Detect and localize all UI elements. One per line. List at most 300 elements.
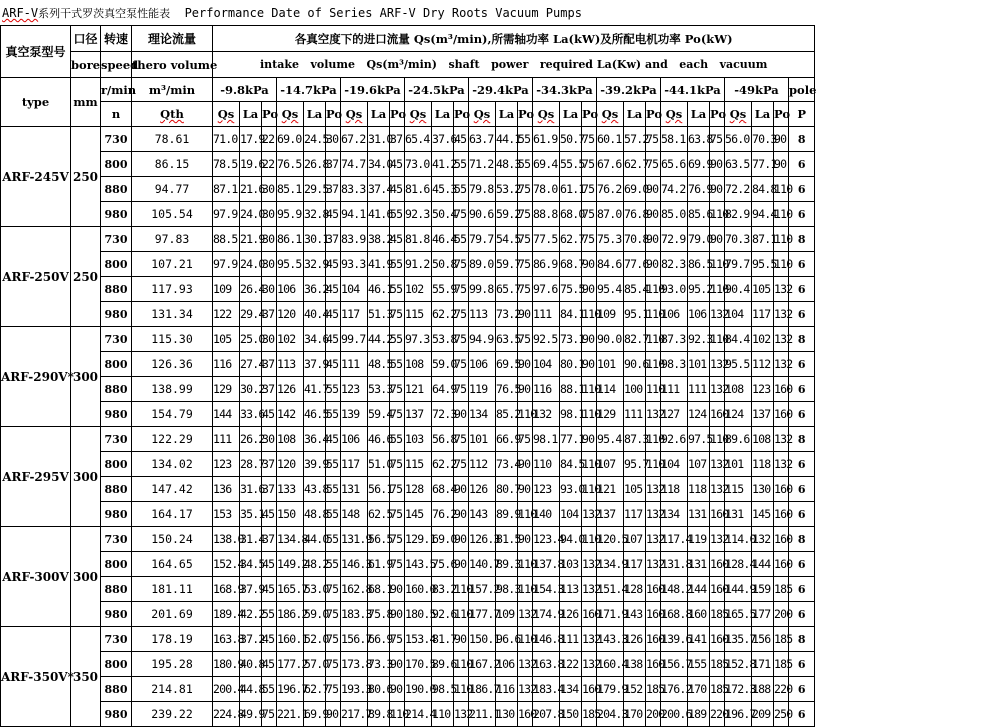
la-cell: 59.2 (496, 202, 518, 227)
po-cell: 90 (390, 602, 405, 627)
po-cell: 110 (582, 527, 597, 552)
la-cell: 57.0 (304, 652, 326, 677)
la-cell: 48.3 (496, 152, 518, 177)
la-cell: 40.4 (304, 302, 326, 327)
qs-cell: 200.4 (213, 677, 240, 702)
header-qs: Qs (469, 102, 496, 127)
po-cell: 110 (582, 302, 597, 327)
la-cell: 56.8 (432, 427, 454, 452)
la-cell: 126 (560, 602, 582, 627)
po-cell: 132 (710, 352, 725, 377)
po-cell: 75 (390, 477, 405, 502)
po-cell: 132 (454, 702, 469, 727)
po-cell: 90 (518, 452, 533, 477)
header-m3min: m³/min (132, 78, 213, 102)
speed-cell: 800 (101, 452, 132, 477)
la-cell: 90.6 (624, 352, 646, 377)
po-cell: 160 (774, 477, 789, 502)
po-cell: 75 (390, 502, 405, 527)
pole-cell: 8 (789, 127, 815, 152)
qs-cell: 108 (405, 352, 432, 377)
qs-cell: 73.0 (405, 152, 432, 177)
speed-cell: 880 (101, 577, 132, 602)
la-cell: 25.0 (240, 327, 262, 352)
table-row (1, 277, 815, 302)
po-cell: 160 (646, 652, 661, 677)
qs-cell: 156.7 (341, 627, 368, 652)
po-cell: 75 (518, 177, 533, 202)
la-cell: 80.1 (560, 352, 582, 377)
header-vacuum-level: -14.7kPa (277, 78, 341, 102)
la-cell: 84.5 (560, 452, 582, 477)
la-cell: 68.0 (560, 202, 582, 227)
qs-cell: 74.2 (661, 177, 688, 202)
po-cell: 55 (326, 502, 341, 527)
qs-cell: 85.0 (661, 202, 688, 227)
la-cell: 117 (624, 502, 646, 527)
qs-cell: 214.4 (405, 702, 432, 727)
po-cell: 250 (774, 702, 789, 727)
po-cell: 90 (390, 652, 405, 677)
la-cell: 89.8 (368, 702, 390, 727)
po-cell: 132 (646, 527, 661, 552)
header-vacuum-level: -34.3kPa (533, 78, 597, 102)
po-cell: 45 (262, 402, 277, 427)
la-cell: 107 (624, 527, 646, 552)
la-cell: 53.2 (496, 177, 518, 202)
po-cell: 110 (710, 252, 725, 277)
po-cell: 200 (774, 602, 789, 627)
qs-cell: 95.5 (725, 352, 752, 377)
page-title (2, 5, 582, 21)
la-cell: 159 (752, 577, 774, 602)
po-cell: 90 (518, 477, 533, 502)
qs-cell: 89.6 (725, 427, 752, 452)
qs-cell: 113 (469, 302, 496, 327)
qs-cell: 120.5 (597, 527, 624, 552)
po-cell: 45 (262, 652, 277, 677)
po-cell: 185 (710, 602, 725, 627)
la-cell: 131 (688, 502, 710, 527)
header-po: Po (582, 102, 597, 127)
po-cell: 110 (518, 577, 533, 602)
po-cell: 132 (710, 527, 725, 552)
qs-cell: 145 (405, 502, 432, 527)
qs-cell: 101 (469, 427, 496, 452)
po-cell: 90 (582, 327, 597, 352)
la-cell: 83.2 (432, 577, 454, 602)
qs-cell: 94.9 (469, 327, 496, 352)
la-cell: 44.1 (496, 127, 518, 152)
la-cell: 62.5 (368, 502, 390, 527)
po-cell: 55 (390, 427, 405, 452)
qth-cell: 214.81 (132, 677, 213, 702)
qs-cell: 63.5 (725, 152, 752, 177)
la-cell: 77.1 (752, 152, 774, 177)
header-po: Po (646, 102, 661, 127)
qs-cell: 88.8 (533, 202, 560, 227)
qs-cell: 95.4 (597, 427, 624, 452)
la-cell: 75.6 (432, 552, 454, 577)
la-cell: 66.9 (368, 627, 390, 652)
qs-cell: 171.9 (597, 602, 624, 627)
la-cell: 61.1 (560, 177, 582, 202)
la-cell: 94.0 (560, 527, 582, 552)
po-cell: 160 (774, 527, 789, 552)
po-cell: 160 (582, 602, 597, 627)
qs-cell: 196.7 (725, 702, 752, 727)
qs-cell: 92.5 (533, 327, 560, 352)
po-cell: 75 (582, 202, 597, 227)
qs-cell: 85.1 (277, 177, 304, 202)
table-row (1, 552, 815, 577)
table-row (1, 477, 815, 502)
qs-cell: 119 (469, 377, 496, 402)
po-cell: 75 (582, 177, 597, 202)
qs-cell: 148.2 (661, 577, 688, 602)
qs-cell: 104 (341, 277, 368, 302)
la-cell: 141 (688, 627, 710, 652)
pole-cell: 6 (789, 502, 815, 527)
la-cell: 98.5 (432, 677, 454, 702)
qs-cell: 77.5 (533, 227, 560, 252)
la-cell: 56.5 (368, 527, 390, 552)
header-vacuum-level: -49kPa (725, 78, 789, 102)
qs-cell: 94.1 (341, 202, 368, 227)
la-cell: 89.9 (496, 502, 518, 527)
la-cell: 73.3 (368, 652, 390, 677)
table-row (1, 327, 815, 352)
po-cell: 185 (774, 577, 789, 602)
la-cell: 95.1 (624, 302, 646, 327)
qs-cell: 98.3 (661, 352, 688, 377)
qs-cell: 168.9 (213, 577, 240, 602)
table-row (1, 652, 815, 677)
po-cell: 37 (390, 127, 405, 152)
pole-cell: 6 (789, 177, 815, 202)
po-cell: 185 (646, 677, 661, 702)
qs-cell: 153 (213, 502, 240, 527)
speed-cell: 980 (101, 402, 132, 427)
qs-cell: 84.4 (725, 327, 752, 352)
la-cell: 76.9 (688, 177, 710, 202)
table-row (1, 452, 815, 477)
la-cell: 73.2 (496, 302, 518, 327)
po-cell: 110 (710, 327, 725, 352)
qs-cell: 138.0 (213, 527, 240, 552)
po-cell: 90 (326, 702, 341, 727)
po-cell: 90 (774, 127, 789, 152)
po-cell: 37 (326, 177, 341, 202)
qth-cell: 150.24 (132, 527, 213, 552)
qs-cell: 115 (725, 477, 752, 502)
la-cell: 155 (688, 652, 710, 677)
po-cell: 75 (646, 152, 661, 177)
qs-cell: 123 (533, 477, 560, 502)
header-speed-en: speed (101, 52, 132, 78)
po-cell: 90 (454, 402, 469, 427)
po-cell: 37 (262, 452, 277, 477)
qs-cell: 143.5 (405, 552, 432, 577)
speed-cell: 730 (101, 227, 132, 252)
qth-cell: 97.83 (132, 227, 213, 252)
header-la: La (624, 102, 646, 127)
qs-cell: 111 (341, 352, 368, 377)
la-cell: 113 (560, 577, 582, 602)
la-cell: 62.2 (432, 452, 454, 477)
la-cell: 170 (624, 702, 646, 727)
la-cell: 31.4 (240, 527, 262, 552)
po-cell: 90 (582, 427, 597, 452)
la-cell: 111 (624, 402, 646, 427)
qs-cell: 126.3 (469, 527, 496, 552)
qs-cell: 124 (725, 402, 752, 427)
table-row (1, 577, 815, 602)
la-cell: 62.7 (624, 152, 646, 177)
model-bore: 300 (71, 327, 101, 427)
qth-cell: 195.28 (132, 652, 213, 677)
qs-cell: 90.4 (725, 277, 752, 302)
header-speed-cn: 转速 (101, 26, 132, 52)
qth-cell: 154.79 (132, 402, 213, 427)
po-cell: 160 (710, 627, 725, 652)
po-cell: 55 (326, 527, 341, 552)
po-cell: 110 (710, 277, 725, 302)
qth-cell: 134.02 (132, 452, 213, 477)
la-cell: 103 (560, 552, 582, 577)
qs-cell: 163.8 (533, 652, 560, 677)
la-cell: 62.7 (560, 227, 582, 252)
table-row (1, 702, 815, 727)
qth-cell: 78.61 (132, 127, 213, 152)
po-cell: 30 (262, 202, 277, 227)
la-cell: 57.2 (624, 127, 646, 152)
po-cell: 90 (582, 277, 597, 302)
speed-cell: 730 (101, 427, 132, 452)
la-cell: 80.6 (368, 677, 390, 702)
po-cell: 90 (710, 152, 725, 177)
speed-cell: 800 (101, 252, 132, 277)
qs-cell: 78.5 (213, 152, 240, 177)
header-qs: Qs (597, 102, 624, 127)
po-cell: 90 (518, 352, 533, 377)
la-cell: 26.8 (304, 152, 326, 177)
qs-cell: 106 (341, 427, 368, 452)
po-cell: 90 (710, 177, 725, 202)
qs-cell: 81.6 (405, 177, 432, 202)
po-cell: 132 (582, 627, 597, 652)
po-cell: 75 (326, 602, 341, 627)
qs-cell: 211.1 (469, 702, 496, 727)
la-cell: 24.0 (240, 202, 262, 227)
la-cell: 128 (624, 577, 646, 602)
po-cell: 37 (262, 352, 277, 377)
qs-cell: 144.9 (725, 577, 752, 602)
speed-cell: 800 (101, 152, 132, 177)
la-cell: 26.4 (240, 277, 262, 302)
pole-cell: 8 (789, 327, 815, 352)
qs-cell: 102 (277, 327, 304, 352)
la-cell: 105 (624, 477, 646, 502)
po-cell: 160 (774, 377, 789, 402)
table-row (1, 227, 815, 252)
la-cell: 66.9 (496, 427, 518, 452)
la-cell: 41.7 (304, 377, 326, 402)
qs-cell: 92.6 (661, 427, 688, 452)
la-cell: 59.4 (368, 402, 390, 427)
qs-cell: 82.3 (661, 252, 688, 277)
po-cell: 132 (518, 652, 533, 677)
qs-cell: 79.7 (725, 252, 752, 277)
la-cell: 64.9 (432, 377, 454, 402)
la-cell: 89.6 (432, 652, 454, 677)
table-row (1, 602, 815, 627)
po-cell: 55 (518, 127, 533, 152)
qs-cell: 117 (341, 302, 368, 327)
qs-cell: 76.2 (597, 177, 624, 202)
qs-cell: 152.8 (725, 652, 752, 677)
po-cell: 132 (774, 327, 789, 352)
qth-cell: 105.54 (132, 202, 213, 227)
header-la: La (560, 102, 582, 127)
po-cell: 30 (262, 277, 277, 302)
la-cell: 209 (752, 702, 774, 727)
header-po: Po (454, 102, 469, 127)
po-cell: 37 (262, 477, 277, 502)
qth-cell: 181.11 (132, 577, 213, 602)
pole-cell: 6 (789, 302, 815, 327)
header-po: Po (390, 102, 405, 127)
la-cell: 34.6 (304, 327, 326, 352)
la-cell: 85.6 (688, 202, 710, 227)
qs-cell: 167.2 (469, 652, 496, 677)
la-cell: 48.2 (304, 552, 326, 577)
qs-cell: 116 (213, 352, 240, 377)
pole-cell: 6 (789, 552, 815, 577)
qs-cell: 86.9 (533, 252, 560, 277)
po-cell: 110 (390, 702, 405, 727)
po-cell: 220 (774, 677, 789, 702)
qs-cell: 153.4 (405, 627, 432, 652)
po-cell: 75 (326, 627, 341, 652)
header-vacuum-level: -44.1kPa (661, 78, 725, 102)
header-qs: Qs (341, 102, 368, 127)
po-cell: 200 (646, 702, 661, 727)
qs-cell: 92.3 (405, 202, 432, 227)
la-cell: 46.6 (368, 427, 390, 452)
qs-cell: 72.2 (725, 177, 752, 202)
la-cell: 81.7 (432, 627, 454, 652)
po-cell: 185 (710, 652, 725, 677)
pole-cell: 8 (789, 627, 815, 652)
la-cell: 98.3 (496, 577, 518, 602)
po-cell: 45 (262, 627, 277, 652)
qs-cell: 95.4 (597, 277, 624, 302)
qs-cell: 140 (533, 502, 560, 527)
title-prefix: ARF-V (2, 6, 39, 20)
header-vacuum-level: -19.6kPa (341, 78, 405, 102)
la-cell: 117 (624, 552, 646, 577)
la-cell: 95.5 (752, 252, 774, 277)
qs-cell: 162.8 (341, 577, 368, 602)
qs-cell: 148 (341, 502, 368, 527)
la-cell: 53.3 (368, 377, 390, 402)
header-qs: Qs (661, 102, 688, 127)
header-vacuum-level: -39.2kPa (597, 78, 661, 102)
po-cell: 75 (454, 377, 469, 402)
po-cell: 45 (326, 202, 341, 227)
qs-cell: 111 (533, 302, 560, 327)
la-cell: 145 (752, 502, 774, 527)
po-cell: 90 (646, 202, 661, 227)
speed-cell: 980 (101, 502, 132, 527)
po-cell: 75 (454, 277, 469, 302)
qs-cell: 71.2 (469, 152, 496, 177)
la-cell: 29.4 (240, 302, 262, 327)
po-cell: 110 (454, 577, 469, 602)
la-cell: 46.4 (432, 227, 454, 252)
la-cell: 55.9 (432, 277, 454, 302)
po-cell: 160 (774, 552, 789, 577)
la-cell: 144 (752, 552, 774, 577)
la-cell: 87.1 (752, 227, 774, 252)
po-cell: 75 (390, 527, 405, 552)
table-row (1, 527, 815, 552)
qs-cell: 180.9 (213, 652, 240, 677)
qs-cell: 115 (405, 452, 432, 477)
po-cell: 110 (582, 452, 597, 477)
po-cell: 55 (262, 677, 277, 702)
po-cell: 132 (774, 452, 789, 477)
la-cell: 111 (688, 377, 710, 402)
speed-cell: 880 (101, 377, 132, 402)
la-cell: 69.0 (432, 527, 454, 552)
po-cell: 45 (326, 427, 341, 452)
po-cell: 132 (774, 352, 789, 377)
qs-cell: 79.8 (469, 177, 496, 202)
la-cell: 32.8 (304, 202, 326, 227)
header-p: P (789, 102, 815, 127)
po-cell: 37 (326, 152, 341, 177)
la-cell: 88.1 (560, 377, 582, 402)
po-cell: 90 (454, 552, 469, 577)
la-cell: 84.1 (560, 302, 582, 327)
po-cell: 75 (326, 577, 341, 602)
po-cell: 37 (262, 377, 277, 402)
po-cell: 90 (774, 152, 789, 177)
speed-cell: 880 (101, 177, 132, 202)
qs-cell: 106 (661, 302, 688, 327)
qs-cell: 142 (277, 402, 304, 427)
pole-cell: 6 (789, 252, 815, 277)
qs-cell: 179.9 (597, 677, 624, 702)
table-row (1, 202, 815, 227)
po-cell: 110 (710, 427, 725, 452)
pole-cell: 6 (789, 677, 815, 702)
qs-cell: 180.5 (405, 602, 432, 627)
po-cell: 45 (326, 252, 341, 277)
la-cell: 30.1 (304, 227, 326, 252)
po-cell: 45 (454, 127, 469, 152)
model-type: ARF-295V (1, 427, 71, 527)
qs-cell: 65.6 (661, 152, 688, 177)
la-cell: 55.5 (560, 152, 582, 177)
po-cell: 132 (582, 652, 597, 677)
header-qs: Qs (725, 102, 752, 127)
qs-cell: 126 (277, 377, 304, 402)
qs-cell: 136 (213, 477, 240, 502)
la-cell: 73.4 (496, 452, 518, 477)
